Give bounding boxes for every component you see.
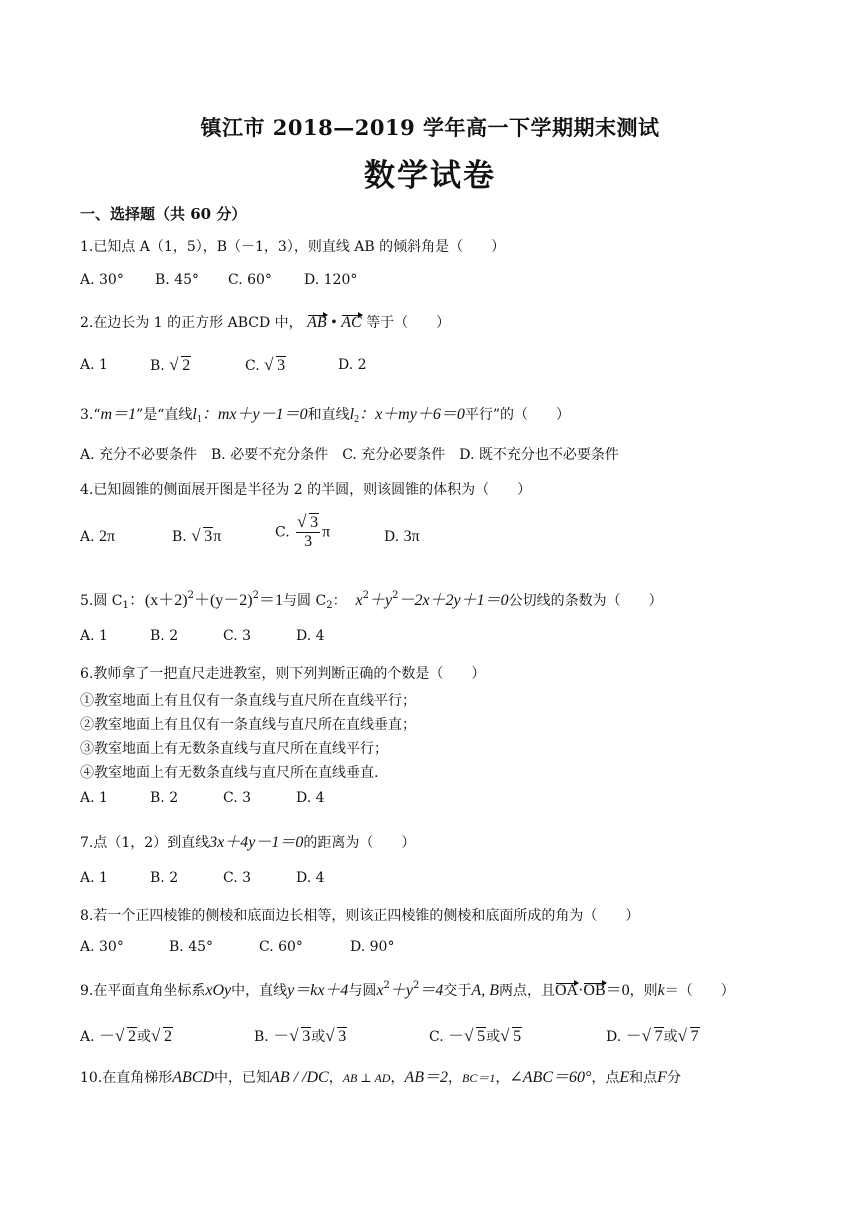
q2-option-a: A. 1 bbox=[80, 357, 108, 373]
q9-option-b: B. － √ 3或 √ 3 bbox=[254, 1026, 347, 1045]
q7-option-b: B. 2 bbox=[150, 870, 179, 886]
vector-oa: OA bbox=[554, 982, 579, 999]
q6-option-a: A. 1 bbox=[80, 790, 108, 806]
q6-option-b: B. 2 bbox=[150, 790, 179, 806]
q8-option-b: B. 45° bbox=[169, 939, 214, 955]
exam-title: 镇江市 2018—2019 学年高一下学期期末测试 bbox=[200, 115, 660, 140]
question-5: 5.圆 $C_1$：$(x+2)^2+(y-2)^2=1$与圆 $C_2$： $x^2+y^2-2x+2y+1=0$公切线的条数为（ ） bbox=[80, 590, 663, 611]
q2-option-b: B. √ 2 bbox=[150, 355, 191, 374]
q1-option-b: B. 45° bbox=[155, 272, 200, 288]
sqrt-3: √ 3 bbox=[264, 355, 286, 374]
q2-prefix: 2.在边长为 1 的正方形 ABCD 中， bbox=[80, 315, 303, 331]
q9-option-a: A. － √ 2或 √ 2 bbox=[80, 1026, 173, 1045]
question-7: 7.点（1，2）到直线3x＋4y－1＝0的距离为（ ） bbox=[80, 834, 416, 851]
q5-option-b: B. 2 bbox=[150, 628, 179, 644]
vector-ob: OB bbox=[583, 982, 606, 999]
q2-suffix: 等于（ ） bbox=[366, 315, 451, 331]
question-4: 4.已知圆锥的侧面展开图是半径为 2 的半圆，则该圆锥的体积为（ ） bbox=[80, 482, 532, 498]
question-8: 8.若一个正四棱锥的侧棱和底面边长相等，则该正四棱锥的侧棱和底面所成的角为（ ） bbox=[80, 908, 640, 924]
q9-option-c: C. － √ 5或 √ 5 bbox=[429, 1026, 522, 1045]
q7-option-d: D. 4 bbox=[296, 870, 325, 886]
question-3: 3.“m＝1”是“直线$l_1$：mx＋y－1＝0和直线$l_2$：x＋my＋6＝0平行”的（ ） bbox=[80, 406, 571, 425]
q4-option-a: A. 2π bbox=[80, 528, 116, 545]
q6-option-c: C. 3 bbox=[223, 790, 252, 806]
q9-option-d: D. － √ 7或 √ 7 bbox=[606, 1026, 699, 1045]
q8-option-d: D. 90° bbox=[350, 939, 395, 955]
q4-option-b: B. √ 3π bbox=[172, 526, 222, 545]
q6-option-d: D. 4 bbox=[296, 790, 325, 806]
section-heading: 一、选择题（共 60 分） bbox=[80, 205, 247, 223]
q4-option-d: D. 3π bbox=[384, 528, 420, 545]
q5-option-a: A. 1 bbox=[80, 628, 108, 644]
q8-option-a: A. 30° bbox=[80, 939, 124, 955]
question-9: 9.在平面直角坐标系xOy中，直线y＝kx＋4与圆$x^2+y^2=4$交于A, B两点，且OA·OB＝0，则k＝（ ） bbox=[80, 980, 735, 999]
question-10: 10.在直角梯形ABCD中，已知AB / /DC，AB ⊥ AD，AB＝2，BC＝1，∠ABC＝60°，点E和点F分 bbox=[80, 1069, 681, 1086]
q6-item-1: ①教室地面上有且仅有一条直线与直尺所在直线平行； bbox=[80, 693, 416, 709]
q6-item-2: ②教室地面上有且仅有一条直线与直尺所在直线垂直； bbox=[80, 717, 416, 733]
q2-option-d: D. 2 bbox=[338, 357, 367, 373]
q8-option-c: C. 60° bbox=[259, 939, 303, 955]
question-2 bbox=[80, 312, 450, 332]
sqrt-2: √ 2 bbox=[169, 355, 191, 374]
q7-option-a: A. 1 bbox=[80, 870, 108, 886]
vector-ac: AC bbox=[341, 314, 362, 331]
question-6: 6.教师拿了一把直尺走进教室，则下列判断正确的个数是（ ） bbox=[80, 666, 486, 682]
q1-option-c: C. 60° bbox=[228, 272, 272, 288]
q5-option-d: D. 4 bbox=[296, 628, 325, 644]
q5-option-c: C. 3 bbox=[223, 628, 252, 644]
question-1: 1.已知点 A（1，5），B（－1，3），则直线 AB 的倾斜角是（ ） bbox=[80, 239, 506, 255]
q1-option-a: A. 30° bbox=[80, 272, 124, 288]
q2-option-c: C. √ 3 bbox=[245, 355, 286, 374]
q6-item-3: ③教室地面上有无数条直线与直尺所在直线平行； bbox=[80, 741, 388, 757]
q6-item-4: ④教室地面上有无数条直线与直尺所在直线垂直. bbox=[80, 765, 379, 781]
exam-subtitle: 数学试卷 bbox=[364, 158, 496, 194]
q7-option-c: C. 3 bbox=[223, 870, 252, 886]
question-3-options: A. 充分不必要条件 B. 必要不充分条件 C. 充分必要条件 D. 既不充分也不必要条件 bbox=[80, 447, 619, 463]
dot-operator: • bbox=[331, 314, 337, 331]
q4-option-c: C. √ 3 3 π bbox=[275, 512, 331, 550]
vector-ab: AB bbox=[307, 314, 327, 331]
q1-option-d: D. 120° bbox=[304, 272, 358, 288]
